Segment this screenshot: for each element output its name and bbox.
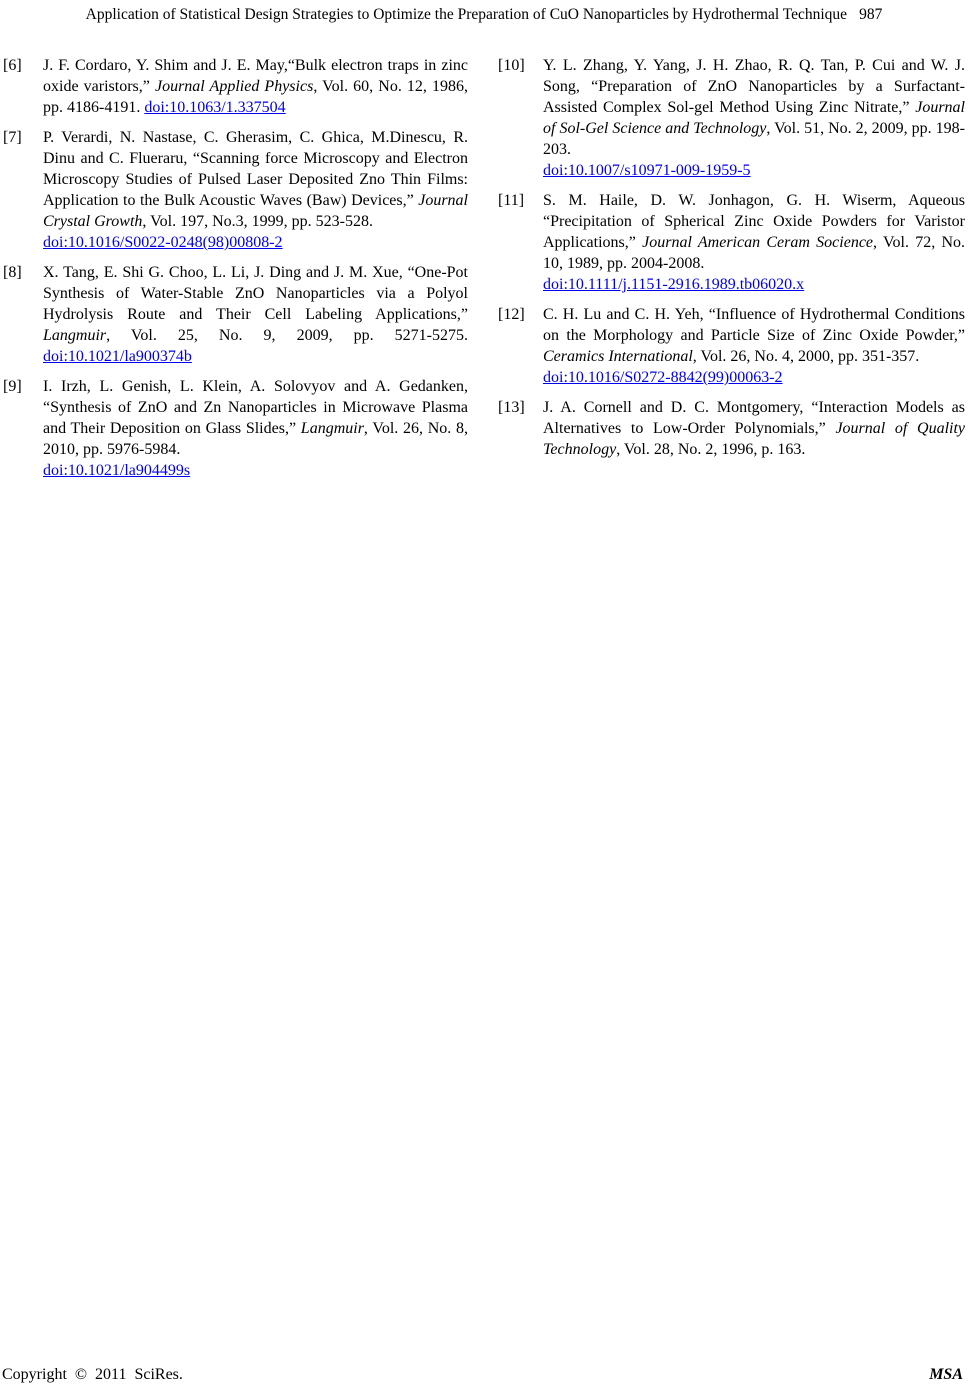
- journal-name: Langmuir: [300, 420, 364, 437]
- reference-number: [10]: [498, 57, 525, 74]
- reference-text: S. M. Haile, D. W. Jonhagon, G. H. Wiserm, Aqueous “Precipitation of Spherical Zinc Oxide Powders for Varistor Applications,”: [543, 192, 965, 251]
- reference-number: [8]: [3, 264, 22, 281]
- references-column-left: [3, 55, 468, 490]
- doi-link[interactable]: doi:10.1021/la900374b: [43, 348, 192, 365]
- running-title: Application of Statistical Design Strategies to Optimize the Preparation of CuO Nanoparticles by Hydrothermal Technique: [85, 6, 848, 23]
- reference-text: , Vol. 28, No. 2, 1996, p. 163.: [616, 441, 806, 458]
- reference-text: X. Tang, E. Shi G. Choo, L. Li, J. Ding and J. M. Xue, “One-Pot Synthesis of Water-Stable ZnO Nanoparticles via a Polyol Hydrolysis Route and Their Cell Labeling Applications,”: [43, 264, 468, 323]
- doi-link[interactable]: doi:10.1021/la904499s: [43, 462, 191, 479]
- reference-text: , Vol. 26, No. 8, 2010, pp. 5976-5984.: [43, 420, 469, 458]
- reference-text: , Vol. 197, No.3, 1999, pp. 523-528.: [142, 213, 373, 230]
- journal-name: Journal American Ceram Socience: [642, 234, 874, 251]
- reference-text: Y. L. Zhang, Y. Yang, J. H. Zhao, R. Q. Tan, P. Cui and W. J. Song, “Preparation of ZnO Nanoparticles by a Surfactant-Assisted Complex Sol-gel Method Using Zinc Nitrate,”: [543, 57, 965, 116]
- doi-link[interactable]: doi:10.1007/s10971-009-1959-5: [543, 162, 751, 179]
- reference-item: [498, 397, 965, 460]
- reference-item: [498, 304, 965, 388]
- reference-item: [3, 376, 468, 481]
- reference-number: [6]: [3, 57, 22, 74]
- journal-name: Journal Crystal Growth: [43, 192, 468, 230]
- reference-text: , Vol. 72, No. 10, 1989, pp. 2004-2008.: [543, 234, 966, 272]
- reference-text: , Vol. 51, No. 2, 2009, pp. 198-203.: [543, 120, 966, 158]
- journal-name: Journal Applied Physics: [154, 78, 314, 95]
- reference-text: P. Verardi, N. Nastase, C. Gherasim, C. Ghica, M.Dinescu, R. Dinu and C. Flueraru, “Scanning force Microscopy and Electron Microscopy Studies of Pulsed Laser Deposited Zno Thin Films: Application to the Bulk Acoustic Waves (Baw) Devices,”: [43, 129, 468, 209]
- reference-item: [498, 55, 965, 181]
- reference-text: C. H. Lu and C. H. Yeh, “Influence of Hydrothermal Conditions on the Morphology and Particle Size of Zinc Oxide Powder,”: [543, 306, 965, 344]
- journal-name: Journal of Quality Technology: [543, 420, 966, 458]
- reference-item: [498, 190, 965, 295]
- page-number: 987: [859, 6, 883, 23]
- reference-text: J. A. Cornell and D. C. Montgomery, “Interaction Models as Alternatives to Low-Order Polynomials,”: [543, 399, 965, 437]
- journal-abbreviation: MSA: [929, 1366, 963, 1383]
- reference-number: [11]: [498, 192, 525, 209]
- journal-name: Ceramics International: [543, 348, 693, 365]
- references-column-right: [498, 55, 965, 469]
- copyright-text: Copyright © 2011 SciRes.: [2, 1366, 183, 1383]
- doi-link[interactable]: doi:10.1111/j.1151-2916.1989.tb06020.x: [543, 276, 805, 293]
- doi-link[interactable]: doi:10.1063/1.337504: [144, 99, 286, 116]
- reference-text: J. F. Cordaro, Y. Shim and J. E. May,“Bulk electron traps in zinc oxide varistors,”: [43, 57, 468, 95]
- reference-number: [9]: [3, 378, 22, 395]
- page-footer: [2, 1366, 963, 1384]
- doi-link[interactable]: doi:10.1016/S0272-8842(99)00063-2: [543, 369, 783, 386]
- reference-item: [3, 55, 468, 118]
- reference-text: , Vol. 60, No. 12, 1986, pp. 4186-4191.: [43, 78, 469, 116]
- reference-number: [7]: [3, 129, 22, 146]
- journal-name: Journal of Sol-Gel Science and Technology: [543, 99, 965, 137]
- reference-number: [13]: [498, 399, 525, 416]
- reference-item: [3, 262, 468, 367]
- reference-text: I. Irzh, L. Genish, L. Klein, A. Solovyov and A. Gedanken, “Synthesis of ZnO and Zn Nanoparticles in Microwave Plasma and Their Deposition on Glass Slides,”: [43, 378, 468, 437]
- reference-text: , Vol. 26, No. 4, 2000, pp. 351-357.: [692, 348, 920, 365]
- reference-number: [12]: [498, 306, 525, 323]
- reference-item: [3, 127, 468, 253]
- doi-link[interactable]: doi:10.1016/S0022-0248(98)00808-2: [43, 234, 283, 251]
- reference-text: , Vol. 25, No. 9, 2009, pp. 5271-5275.: [106, 327, 468, 344]
- journal-name: Langmuir: [43, 327, 107, 344]
- page-header: [0, 6, 968, 24]
